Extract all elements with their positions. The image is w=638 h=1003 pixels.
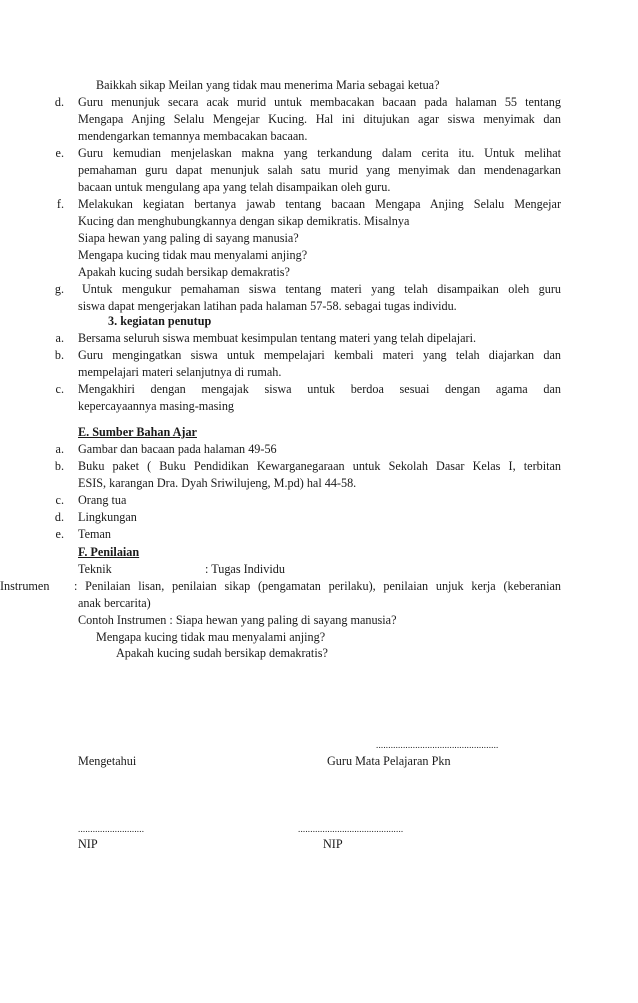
list-line: mendengarkan temannya membacakan bacaan. [78,129,308,143]
list-marker: e. [55,146,64,160]
list-line: pemahaman guru dapat menunjuk salah satu murid yang menyimak dan mendenagarkan [78,163,561,177]
instrumen-value: : Penilaian lisan, penilaian sikap (pengamatan perilaku), penilaian unjuk kerja (keberanian [74,579,561,593]
list-marker: a. [55,331,64,345]
list-line: Melakukan kegiatan bertanya jawab tentang bacaan Mengapa Anjing Selalu Mengejar [78,197,561,211]
contoh-instrumen: Contoh Instrumen : Siapa hewan yang paling di sayang manusia? [78,613,397,627]
list-line: Kucing dan menghubungkannya dengan sikap demikratis. Misalnya [78,214,410,228]
heading-kegiatan-penutup: 3. kegiatan penutup [108,314,212,328]
list-line: Mengakhiri dengan mengajak siswa untuk berdoa sesuai dengan agama dan [78,382,561,396]
list-marker: c. [55,382,64,396]
left-signer-title: Mengetahui [78,754,137,768]
list-line: siswa dapat mengerjakan latihan pada halaman 57-58. sebagai tugas individu. [78,299,457,313]
left-signature-line: ........................... [78,824,145,834]
list-line: Guru menunjuk secara acak murid untuk membacakan bacaan pada halaman 55 tentang [78,95,561,109]
list-line: Mengapa Anjing Selalu Mengejar Kucing. Hal ini ditujukan agar siswa menyimak dan [78,112,561,126]
teknik-label: Teknik [78,562,112,576]
instrumen-value-cont: anak bercarita) [78,596,151,610]
list-line: Siapa hewan yang paling di sayang manusia? [78,231,299,245]
list-marker: c. [55,493,64,507]
teknik-value: : Tugas Individu [205,562,285,576]
left-nip: NIP [78,837,98,851]
intro-question: Baikkah sikap Meilan yang tidak mau menerima Maria sebagai ketua? [96,78,440,92]
list-line: bacaan untuk mengulang apa yang telah disampaikan oleh guru. [78,180,391,194]
list-line: Bersama seluruh siswa membuat kesimpulan tentang materi yang telah dipelajari. [78,331,477,345]
heading-sumber-bahan-ajar: E. Sumber Bahan Ajar [78,425,197,439]
list-marker: d. [54,510,64,524]
list-marker: f. [56,197,64,211]
list-marker: d. [54,95,64,109]
list-marker: a. [55,442,64,456]
question-3: Apakah kucing sudah bersikap demakratis? [116,646,328,660]
heading-penilaian: F. Penilaian [78,545,140,559]
right-signer-title: Guru Mata Pelajaran Pkn [327,754,451,768]
list-line: Guru mengingatkan siswa untuk mempelajari kembali materi yang telah diajarkan dan [78,348,561,362]
list-line: Buku paket ( Buku Pendidikan Kewarganegaraan untuk Sekolah Dasar Kelas I, terbitan [78,459,561,473]
list-marker: b. [54,459,64,473]
list-line: Orang tua [78,493,127,507]
instrumen-label: Instrumen [0,579,50,593]
list-line: Lingkungan [78,510,137,524]
list-line: Apakah kucing sudah bersikap demakratis? [78,265,290,279]
list-marker: g. [54,282,64,296]
list-line: kepercayaannya masing-masing [78,399,235,413]
list-line: Guru kemudian menjelaskan makna yang terkandung dalam cerita itu. Untuk melihat [78,146,561,160]
list-line: Teman [78,527,111,541]
list-marker: b. [54,348,64,362]
right-nip: NIP [323,837,343,851]
right-signature-line: ........................................... [298,824,404,834]
date-placeholder: .................................................. [376,740,499,750]
list-line: mempelajari materi selanjutnya di rumah. [78,365,282,379]
question-2: Mengapa kucing tidak mau menyalami anjing? [96,630,326,644]
list-marker: e. [55,527,64,541]
list-line: Untuk mengukur pemahaman siswa tentang materi yang telah disampaikan oleh guru [82,282,561,296]
list-line: Mengapa kucing tidak mau menyalami anjing? [78,248,308,262]
list-line: Gambar dan bacaan pada halaman 49-56 [78,442,277,456]
list-line: ESIS, karangan Dra. Dyah Sriwilujeng, M.pd) hal 44-58. [78,476,357,490]
